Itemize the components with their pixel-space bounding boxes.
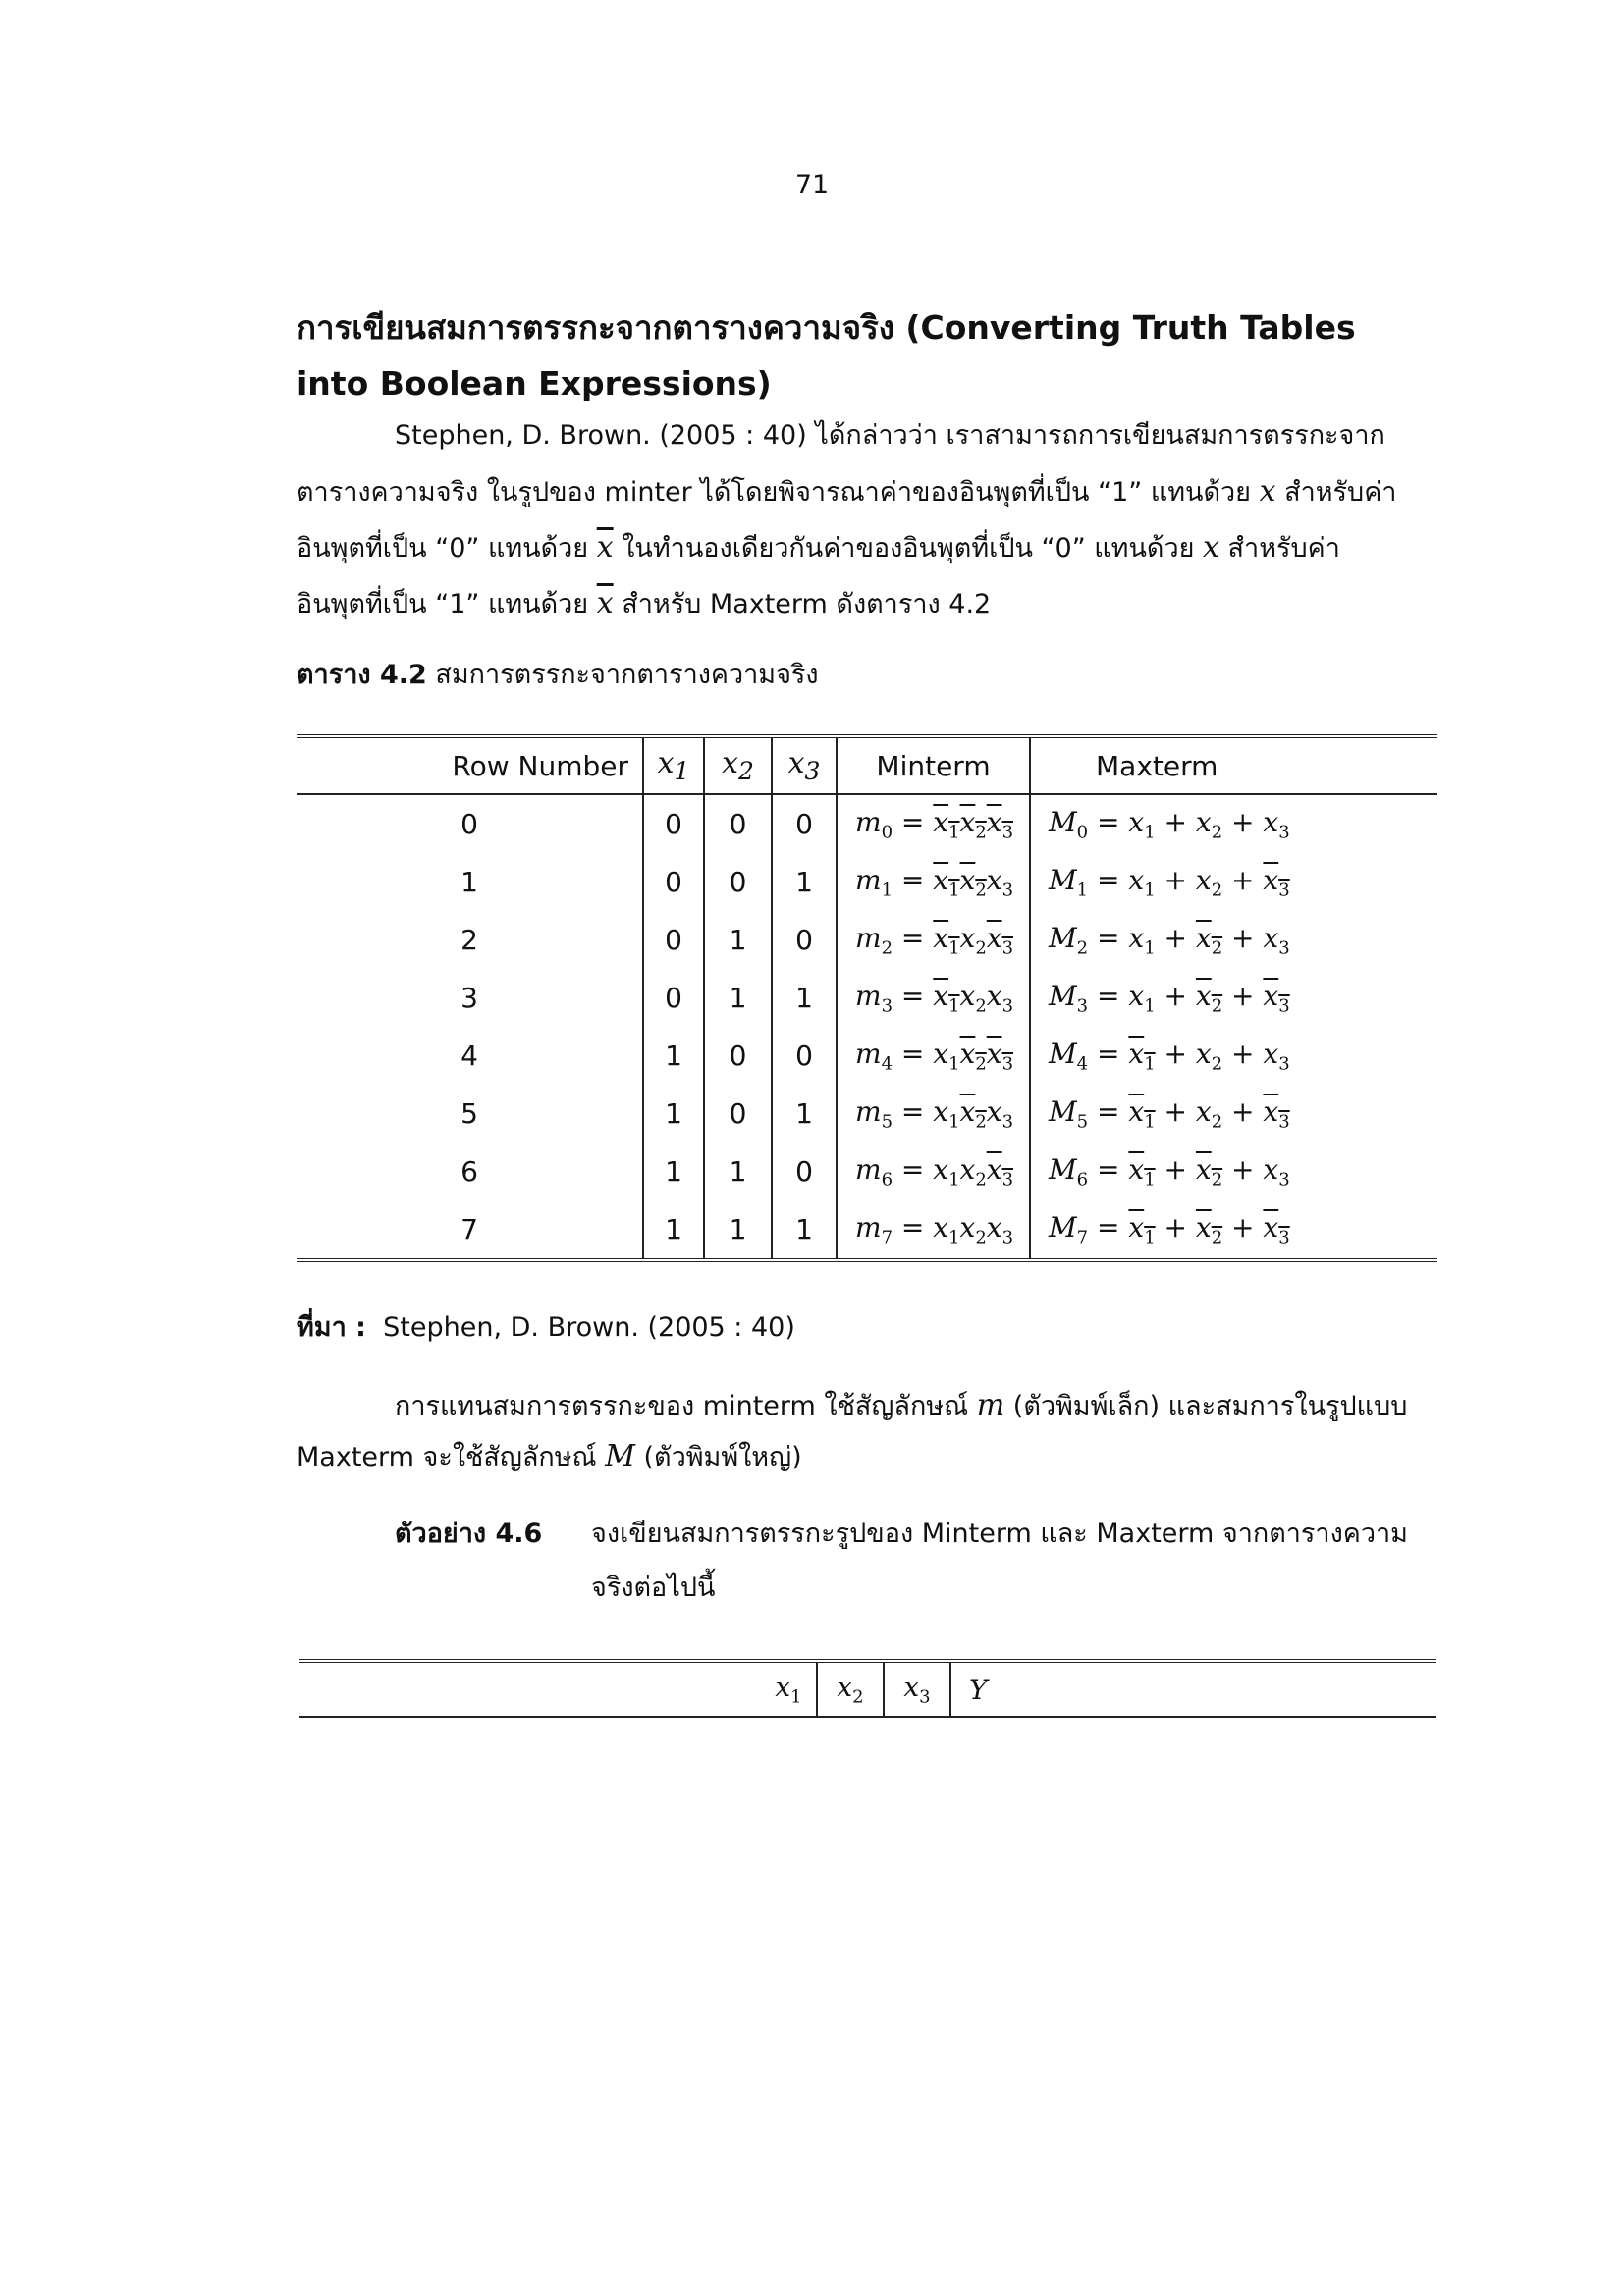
table-row	[297, 794, 1437, 853]
example-table	[299, 1659, 1436, 1718]
header-x3: $x_3$	[772, 736, 837, 794]
example-text: จงเขียนสมการตรรกะรูปของ Minterm และ Maxterm จากตารางความจริงต่อไปนี้	[591, 1519, 1408, 1603]
cell-x2: 1	[704, 1143, 772, 1201]
header-row-number: Row Number	[297, 736, 643, 794]
intro-line-1: Stephen, D. Brown. (2005 : 40) ได้กล่าวว่า เราสามารถการเขียนสมการตรรกะจาก	[395, 420, 1385, 451]
cell-maxterm: $M_5 = x_1 + x_2 + x_3$	[1030, 1085, 1437, 1143]
header-minterm: Minterm	[837, 736, 1030, 794]
cell-x3: 0	[772, 911, 837, 969]
cell-x2: 0	[704, 1027, 772, 1085]
cell-x1: 1	[643, 1201, 704, 1260]
cell-row-number: 3	[460, 982, 478, 1014]
cell-minterm: $m_7 = x_1x_2x_3$	[837, 1201, 1030, 1260]
cell-x2: 1	[704, 1201, 772, 1260]
cell-maxterm: $M_0 = x_1 + x_2 + x_3$	[1030, 794, 1437, 853]
example-table-header	[299, 1661, 1436, 1717]
notation-line-2: Maxterm จะใช้สัญลักษณ์ M (ตัวพิมพ์ใหญ่)	[297, 1439, 802, 1473]
cell-x3: 0	[772, 1027, 837, 1085]
var-x-bar: $\overline{x}$	[596, 586, 614, 620]
cell-x3: 1	[772, 1201, 837, 1260]
cell-row-number: 0	[460, 808, 478, 840]
intro-line-3: อินพุตที่เป็น “0” แทนด้วย $\overline{x}$ ในทำนองเดียวกันค่าของอินพุตที่เป็น “0” แทนด้วย x สำหรับค่า	[297, 530, 1340, 564]
table-row	[297, 853, 1437, 911]
var-x: x	[1203, 530, 1219, 564]
example-header-x2: $x_2$	[817, 1661, 884, 1717]
intro-line-4: อินพุตที่เป็น “1” แทนด้วย $\overline{x}$ สำหรับ Maxterm ดังตาราง 4.2	[297, 586, 992, 620]
cell-maxterm: $M_1 = x_1 + x_2 + x_3$	[1030, 853, 1437, 911]
cell-minterm: $m_2 = x_1x_2x_3$	[837, 911, 1030, 969]
cell-x2: 0	[704, 853, 772, 911]
cell-maxterm: $M_6 = x_1 + x_2 + x_3$	[1030, 1143, 1437, 1201]
table-row	[297, 1027, 1437, 1085]
cell-x1: 1	[643, 1027, 704, 1085]
cell-x2: 0	[704, 794, 772, 853]
cell-maxterm: $M_7 = x_1 + x_2 + x_3$	[1030, 1201, 1437, 1260]
cell-row-number: 6	[460, 1155, 478, 1188]
header-x2: $x_2$	[704, 736, 772, 794]
symbol-m: m	[976, 1388, 1005, 1422]
example-header-y: Y	[950, 1661, 1436, 1717]
cell-minterm: $m_1 = x_1x_2x_3$	[837, 853, 1030, 911]
example-header-x1: $x_1$	[775, 1671, 802, 1708]
section-heading: การเขียนสมการตรรกะจากตารางความจริง (Converting Truth Tables into Boolean Expressions)	[297, 308, 1356, 402]
cell-row-number: 2	[460, 924, 478, 956]
cell-minterm: $m_6 = x_1x_2x_3$	[837, 1143, 1030, 1201]
table-header-row	[297, 736, 1437, 794]
header-maxterm: Maxterm	[1030, 736, 1437, 794]
var-x: x	[1259, 474, 1276, 508]
table-source: ที่มา : Stephen, D. Brown. (2005 : 40)	[297, 1312, 795, 1343]
cell-x2: 1	[704, 969, 772, 1027]
notation-line-1: การแทนสมการตรรกะของ minterm ใช้สัญลักษณ์ m (ตัวพิมพ์เล็ก) และสมการในรูปแบบ	[395, 1388, 1408, 1422]
var-x-bar: $\overline{x}$	[596, 530, 614, 564]
cell-x3: 1	[772, 1085, 837, 1143]
example-header-x3: $x_3$	[884, 1661, 950, 1717]
cell-x3: 0	[772, 794, 837, 853]
cell-x1: 1	[643, 1143, 704, 1201]
cell-x1: 0	[643, 853, 704, 911]
cell-minterm: $m_5 = x_1x_2x_3$	[837, 1085, 1030, 1143]
cell-x1: 1	[643, 1085, 704, 1143]
cell-minterm: $m_0 = x_1x_2x_3$	[837, 794, 1030, 853]
symbol-M: M	[605, 1439, 635, 1473]
example-label: ตัวอย่าง 4.6	[395, 1519, 543, 1549]
cell-minterm: $m_4 = x_1x_2x_3$	[837, 1027, 1030, 1085]
cell-x2: 0	[704, 1085, 772, 1143]
cell-minterm: $m_3 = x_1x_2x_3$	[837, 969, 1030, 1027]
header-x1: $x_1$	[643, 736, 704, 794]
table-row	[297, 1085, 1437, 1143]
cell-maxterm: $M_2 = x_1 + x_2 + x_3$	[1030, 911, 1437, 969]
table-row	[297, 911, 1437, 969]
example-4-6	[395, 1507, 1435, 1615]
table-row	[297, 1201, 1437, 1260]
cell-x3: 1	[772, 853, 837, 911]
cell-x1: 0	[643, 911, 704, 969]
page-number: 71	[794, 170, 830, 200]
cell-x3: 0	[772, 1143, 837, 1201]
table-row	[297, 1143, 1437, 1201]
cell-x1: 0	[643, 969, 704, 1027]
cell-x1: 0	[643, 794, 704, 853]
cell-x2: 1	[704, 911, 772, 969]
cell-row-number: 4	[460, 1040, 478, 1072]
cell-row-number: 1	[460, 866, 478, 898]
cell-row-number: 7	[460, 1213, 478, 1246]
cell-x3: 1	[772, 969, 837, 1027]
table-row	[297, 969, 1437, 1027]
cell-maxterm: $M_4 = x_1 + x_2 + x_3$	[1030, 1027, 1437, 1085]
intro-line-2: ตารางความจริง ในรูปของ minter ได้โดยพิจารณาค่าของอินพุตที่เป็น “1” แทนด้วย x สำหรับค่า	[297, 474, 1397, 508]
truth-table	[297, 734, 1437, 1262]
cell-maxterm: $M_3 = x_1 + x_2 + x_3$	[1030, 969, 1437, 1027]
cell-row-number: 5	[460, 1097, 478, 1130]
table-caption: ตาราง 4.2 สมการตรรกะจากตารางความจริง	[297, 660, 819, 690]
